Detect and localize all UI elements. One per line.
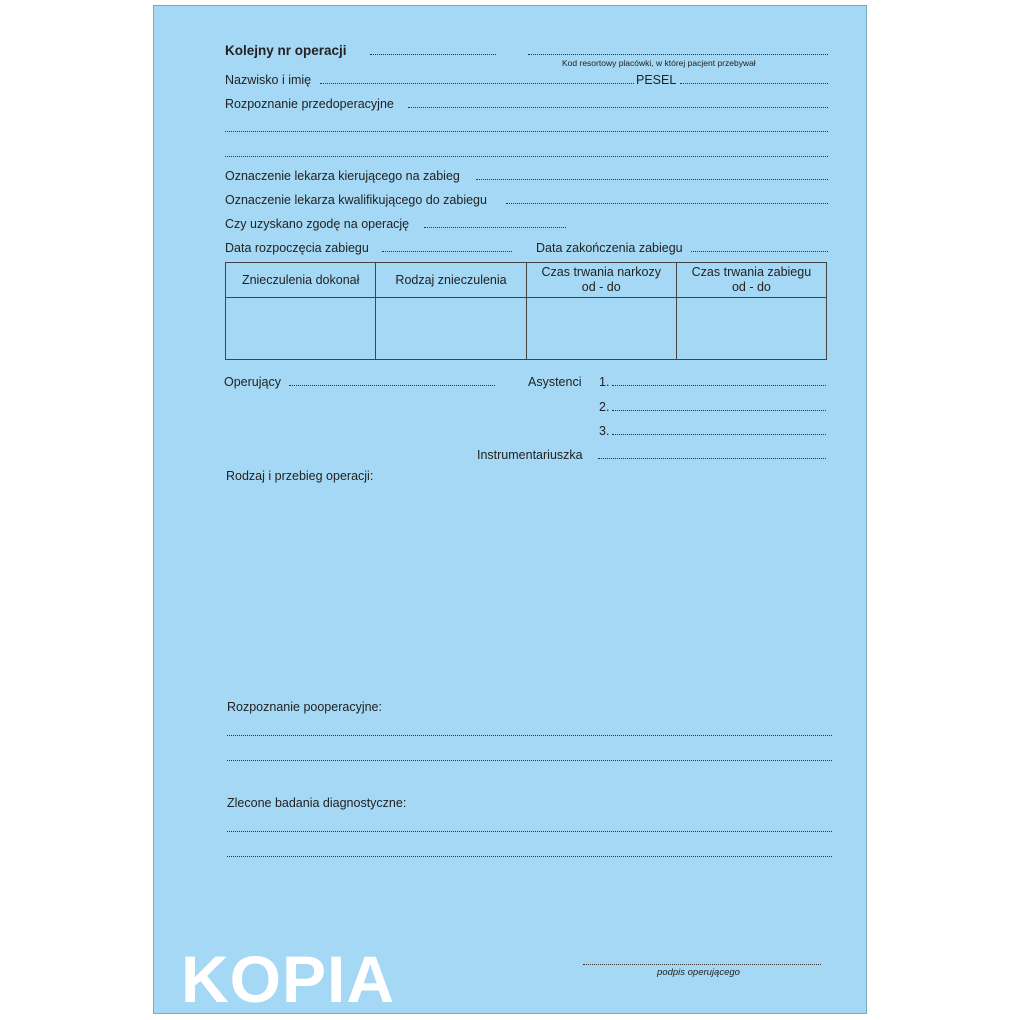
assistant-1-number: 1. <box>599 375 610 389</box>
signature-caption: podpis operującego <box>657 967 740 978</box>
postop-diagnosis-line-2[interactable] <box>227 748 832 761</box>
col-procedure-time-range: od - do <box>731 280 771 294</box>
pesel-label: PESEL <box>636 73 677 87</box>
procedure-time-cell[interactable] <box>676 298 826 360</box>
preop-diagnosis-label: Rozpoznanie przedoperacyjne <box>225 97 394 111</box>
col-anaesthetist <box>226 263 376 298</box>
diagnostics-line-2[interactable] <box>227 844 832 857</box>
operation-course-label: Rodzaj i przebieg operacji: <box>226 469 374 483</box>
copy-form-sheet <box>153 5 867 1014</box>
start-date-field[interactable] <box>382 239 512 252</box>
table-row <box>226 298 827 360</box>
assistant-2-number: 2. <box>599 400 610 414</box>
operation-number-label: Kolejny nr operacji <box>225 43 347 58</box>
operator-label: Operujący <box>224 375 281 389</box>
col-anaesthesia-time-range: od - do <box>581 280 621 294</box>
preop-diagnosis-line-2[interactable] <box>225 119 828 132</box>
end-date-field[interactable] <box>691 239 828 252</box>
assistant-3-number: 3. <box>599 424 610 438</box>
table-header-row <box>226 263 827 298</box>
operation-number-field[interactable] <box>370 42 496 55</box>
anaesthesia-table <box>225 262 827 360</box>
consent-label: Czy uzyskano zgodę na operację <box>225 217 410 231</box>
patient-name-label: Nazwisko i imię <box>225 73 312 87</box>
facility-code-field[interactable] <box>528 42 828 55</box>
start-date-label: Data rozpoczęcia zabiegu <box>225 241 369 255</box>
operation-course-area[interactable] <box>226 488 828 688</box>
assistants-label: Asystenci <box>528 375 582 389</box>
referring-doctor-label: Oznaczenie lekarza kierującego na zabieg <box>225 169 460 183</box>
qualifying-doctor-field[interactable] <box>506 191 828 204</box>
col-anaesthesia-time-label: Czas trwania narkozy <box>541 265 661 279</box>
preop-diagnosis-line-3[interactable] <box>225 144 828 157</box>
scrub-nurse-field[interactable] <box>598 446 826 459</box>
assistant-2-field[interactable] <box>612 398 826 411</box>
col-procedure-time <box>676 263 826 298</box>
anaesthesia-type-cell[interactable] <box>376 298 526 360</box>
consent-field[interactable] <box>424 215 566 228</box>
preop-diagnosis-field[interactable] <box>408 95 828 108</box>
referring-doctor-field[interactable] <box>476 167 828 180</box>
col-anaesthetist-label: Znieczulenia dokonał <box>241 272 360 287</box>
diagnostics-line-1[interactable] <box>227 819 832 832</box>
scrub-nurse-label: Instrumentariuszka <box>477 448 583 462</box>
pesel-field[interactable] <box>680 71 828 84</box>
assistant-3-field[interactable] <box>612 422 826 435</box>
copy-stamp: KOPIA <box>181 942 396 1016</box>
anaesthesia-time-cell[interactable] <box>526 298 676 360</box>
patient-name-field[interactable] <box>320 71 634 84</box>
end-date-label: Data zakończenia zabiegu <box>536 241 683 255</box>
facility-code-caption: Kod resortowy placówki, w której pacjent przebywał <box>562 58 756 68</box>
diagnostics-label: Zlecone badania diagnostyczne: <box>227 796 407 810</box>
signature-field[interactable] <box>583 952 821 965</box>
postop-diagnosis-line-1[interactable] <box>227 723 832 736</box>
qualifying-doctor-label: Oznaczenie lekarza kwalifikującego do zabiegu <box>225 193 487 207</box>
col-anaesthesia-type <box>376 263 526 298</box>
assistant-1-field[interactable] <box>612 373 826 386</box>
operator-field[interactable] <box>289 373 495 386</box>
anaesthetist-cell[interactable] <box>226 298 376 360</box>
col-anaesthesia-type-label: Rodzaj znieczulenia <box>395 272 507 287</box>
col-procedure-time-label: Czas trwania zabiegu <box>691 265 812 279</box>
col-anaesthesia-time <box>526 263 676 298</box>
postop-diagnosis-label: Rozpoznanie pooperacyjne: <box>227 700 382 714</box>
